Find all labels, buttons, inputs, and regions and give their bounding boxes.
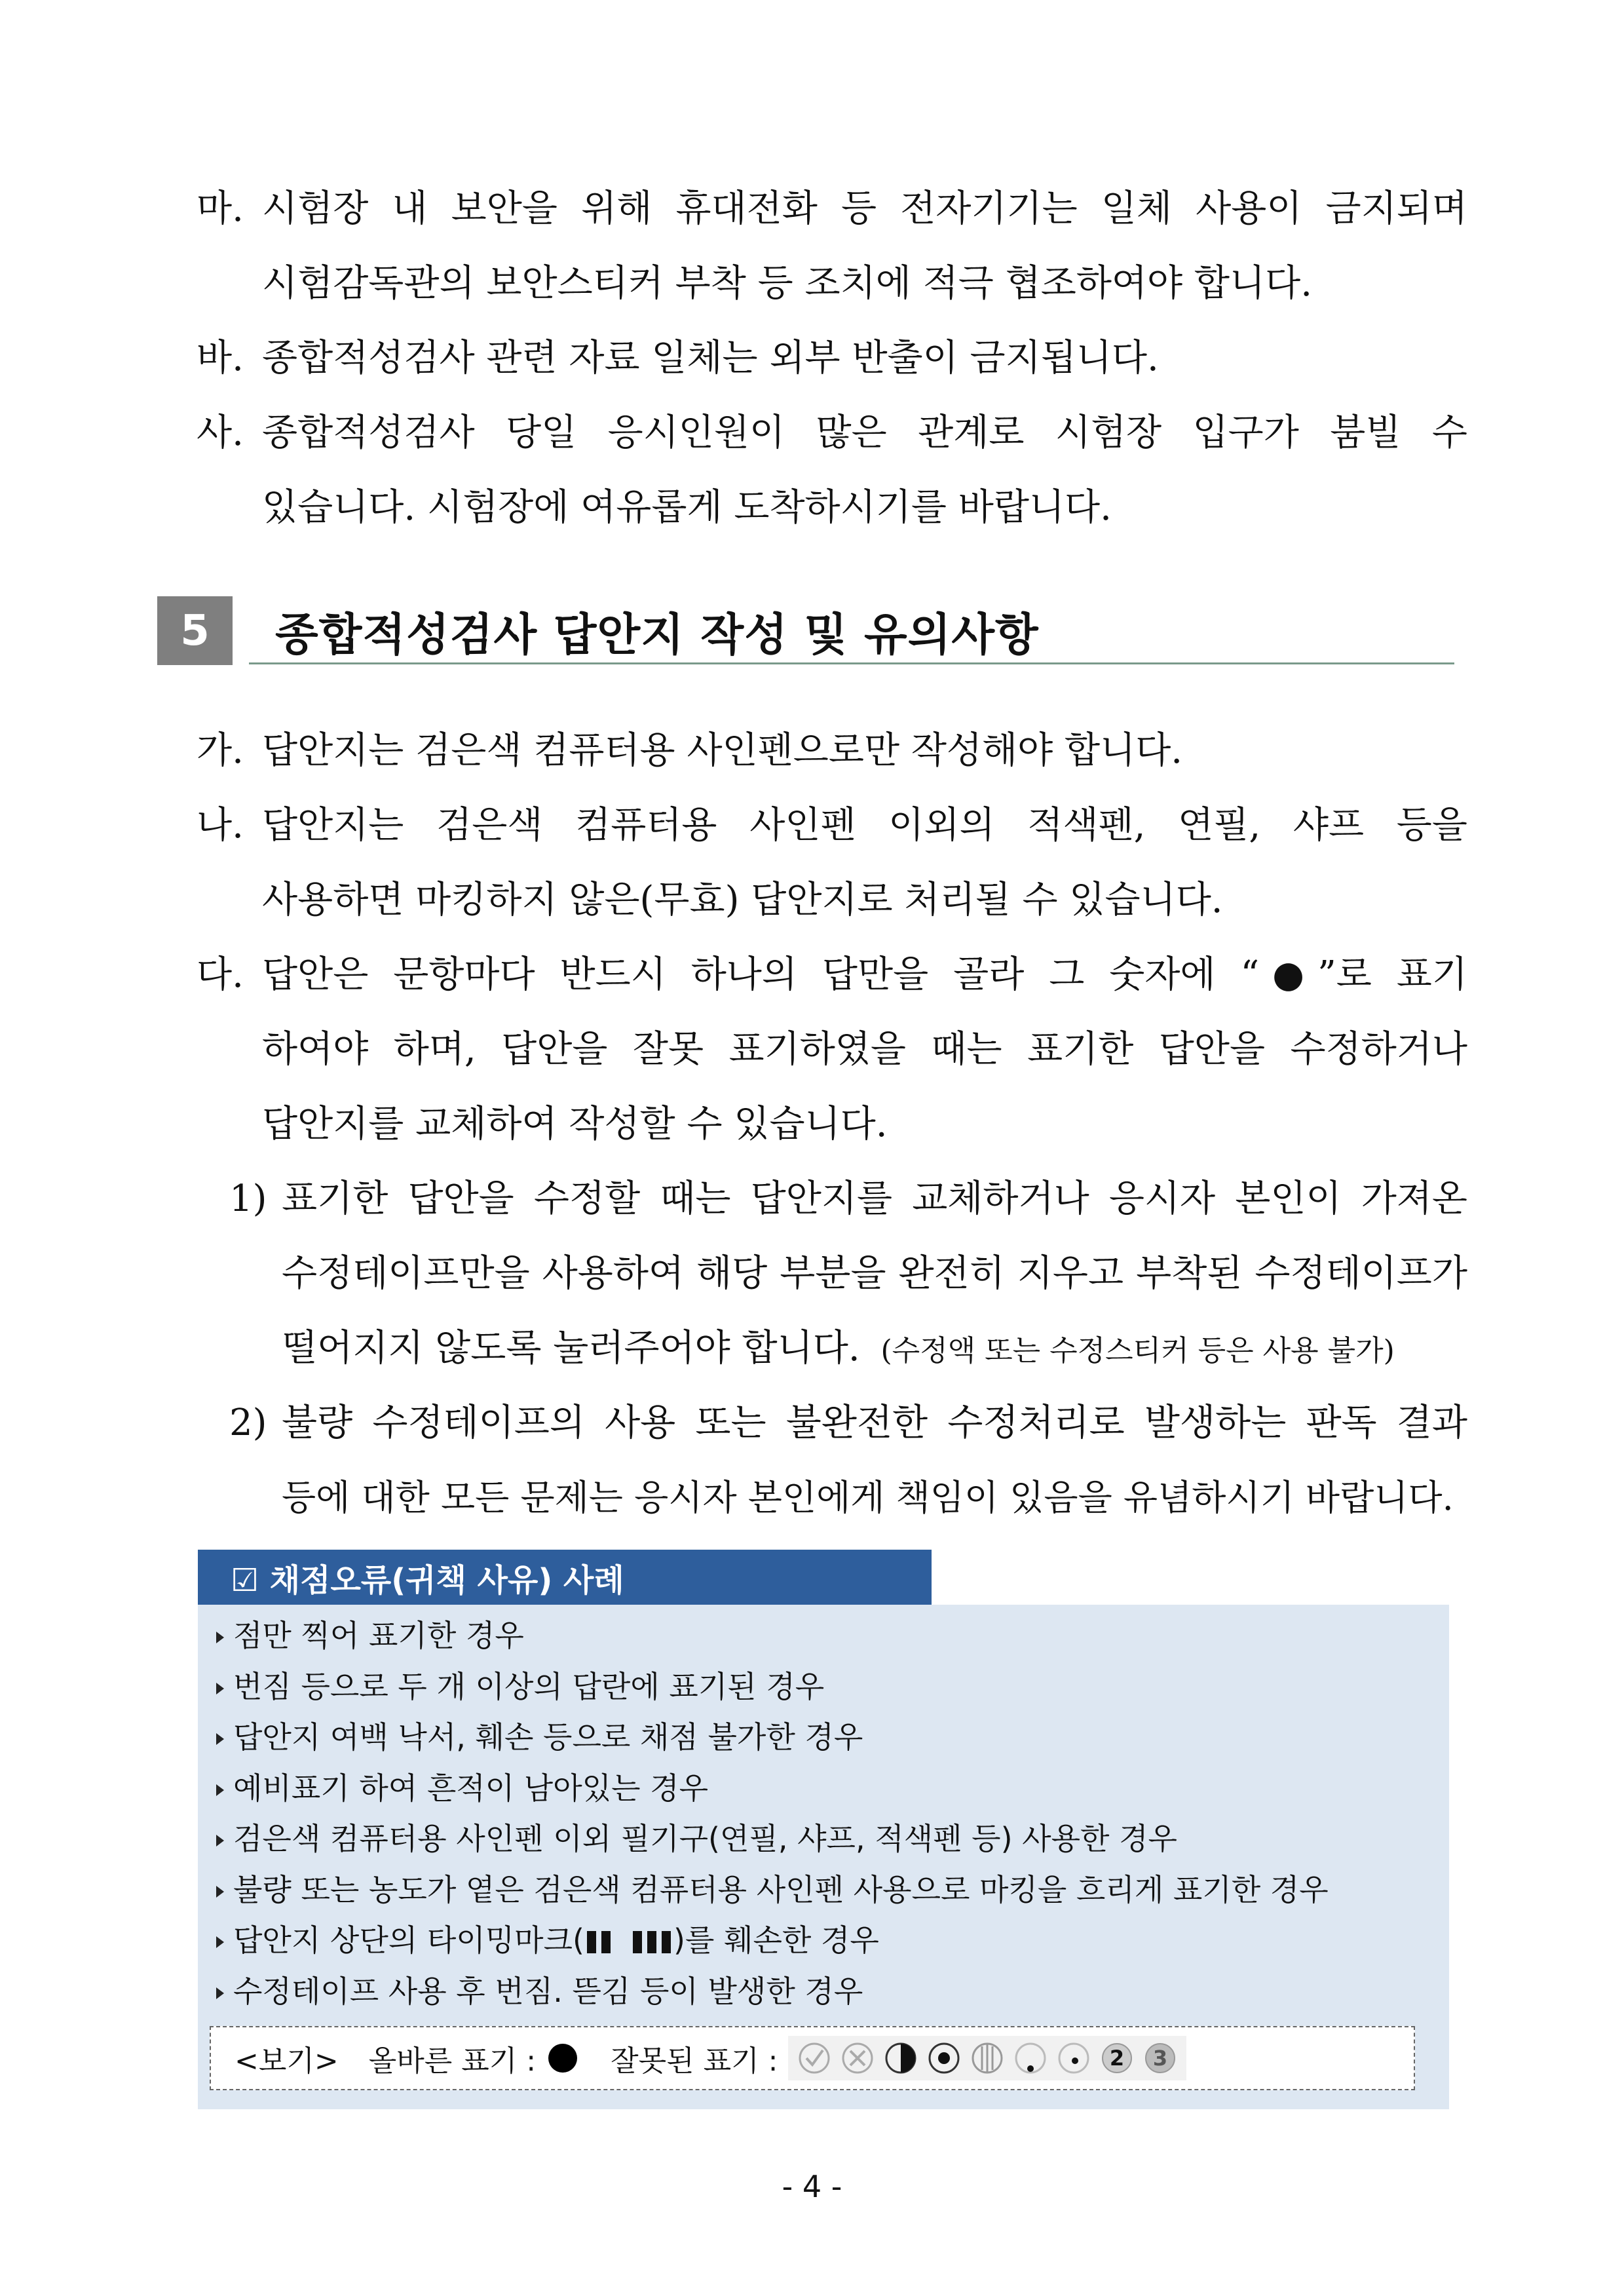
marker-ba: 바. (197, 337, 244, 379)
triangle-bullet-icon (216, 1632, 224, 1643)
marker-na: 나. (197, 804, 244, 847)
text-line: 답안지를 교체하여 작성할 수 있습니다. (262, 1103, 888, 1145)
marker-2: 2) (229, 1402, 267, 1444)
text-line: 사용하면 마킹하지 않은(무효) 답안지로 처리될 수 있습니다. (262, 879, 1223, 921)
marker-sa: 사. (197, 411, 244, 454)
timing-mark-icon (584, 1923, 673, 1958)
text-line: 시험장 내 보안을 위해 휴대전화 등 전자기기는 일체 사용이 금지되며 (262, 187, 1467, 230)
list-item: 수정테이프 사용 후 번짐. 뜯김 등이 발생한 경우 (216, 1966, 1329, 2018)
section-title: 종합적성검사 답안지 작성 및 유의사항 (275, 609, 1039, 661)
triangle-bullet-icon (216, 1683, 224, 1694)
section-divider (249, 662, 1454, 664)
error-case-list (216, 1611, 1329, 2017)
marker-ma: 마. (197, 187, 244, 230)
paragraph-na (197, 788, 1467, 938)
small-dot-circle-icon (1055, 2040, 1092, 2076)
example-label: <보기> (235, 2044, 339, 2078)
page-number: - 4 - (782, 2169, 842, 2204)
dot-below-circle-icon (1012, 2040, 1049, 2076)
section-number: 5 (157, 596, 233, 665)
x-mark-icon (839, 2040, 876, 2076)
list-item: 점만 찍어 표기한 경우 (216, 1611, 1329, 1662)
paragraph-sa (197, 396, 1467, 545)
svg-text:3: 3 (1153, 2046, 1168, 2071)
text-line: 하여야 하며, 답안을 잘못 표기하였을 때는 표기한 답안을 수정하거나 (262, 1028, 1467, 1071)
list-item: 예비표기 하여 흔적이 남아있는 경우 (216, 1763, 1329, 1814)
triangle-bullet-icon (216, 1886, 224, 1898)
text-line: 불량 수정테이프의 사용 또는 불완전한 수정처리로 발생하는 판독 결과 (282, 1402, 1467, 1444)
text-line: 있습니다. 시험장에 여유롭게 도착하시기를 바랍니다. (262, 486, 1112, 529)
half-filled-circle-icon (882, 2040, 919, 2076)
subitem-1 (229, 1162, 1467, 1388)
list-item: 답안지 여백 낙서, 훼손 등으로 채점 불가한 경우 (216, 1712, 1329, 1763)
dot-in-circle-icon (926, 2040, 962, 2076)
text-line: 답안은 문항마다 반드시 하나의 답만을 골라 그 숫자에 “●”로 표기 (262, 953, 1467, 996)
text-line: 시험감독관의 보안스티커 부착 등 조치에 적극 협조하여야 합니다. (262, 262, 1312, 305)
note-text: (수정액 또는 수정스티커 등은 사용 불가) (880, 1334, 1395, 1368)
text-line: 등에 대한 모든 문제는 응시자 본인에게 책임이 있음을 유념하시기 바랍니다. (282, 1477, 1454, 1518)
list-item: 번짐 등으로 두 개 이상의 답란에 표기된 경우 (216, 1662, 1329, 1713)
text-line (282, 1311, 1467, 1388)
marker-1: 1) (229, 1177, 267, 1220)
triangle-bullet-icon (216, 1987, 224, 1999)
list-item: 불량 또는 농도가 옅은 검은색 컴퓨터용 사인펜 사용으로 마킹을 흐리게 표기한 경우 (216, 1865, 1329, 1916)
correct-mark-label: 올바른 표기 : (368, 2044, 537, 2078)
text-line: 표기한 답안을 수정할 때는 답안지를 교체하거나 응시자 본인이 가져온 (282, 1177, 1467, 1220)
triangle-bullet-icon (216, 1784, 224, 1796)
striped-circle-icon (969, 2040, 1006, 2076)
text-line: 답안지는 검은색 컴퓨터용 사인펜으로만 작성해야 합니다. (262, 729, 1183, 772)
filled-circle-icon (545, 2040, 580, 2076)
box-title: ☑ 채점오류(귀책 사유) 사례 (198, 1550, 932, 1605)
wrong-marks-strip (788, 2036, 1186, 2080)
paragraph-ba (197, 321, 1467, 396)
list-item: 검은색 컴퓨터용 사인펜 이외 필기구(연필, 샤프, 적색펜 등) 사용한 경우 (216, 1814, 1329, 1865)
numeral-three-circle-icon (1142, 2040, 1179, 2076)
marker-ga: 가. (197, 729, 244, 772)
paragraph-ma (197, 172, 1467, 321)
list-item: 답안지 상단의 타이밍마크( )를 훼손한 경우 (216, 1915, 1329, 1966)
wrong-mark-label: 잘못된 표기 : (611, 2044, 778, 2078)
paragraph-ga (197, 714, 1467, 788)
text-line: 종합적성검사 관련 자료 일체는 외부 반출이 금지됩니다. (262, 337, 1159, 379)
check-mark-icon (796, 2040, 833, 2076)
marker-da: 다. (197, 953, 244, 996)
triangle-bullet-icon (216, 1733, 224, 1745)
text-line-main: 떨어지지 않도록 눌러주어야 합니다. (282, 1327, 860, 1369)
triangle-bullet-icon (216, 1936, 224, 1948)
marking-example (210, 2026, 1415, 2090)
paragraph-da (197, 938, 1467, 1162)
text-line: 답안지는 검은색 컴퓨터용 사인펜 이외의 적색펜, 연필, 샤프 등을 (262, 804, 1467, 847)
triangle-bullet-icon (216, 1835, 224, 1846)
svg-text:2: 2 (1110, 2046, 1125, 2071)
text-line: 수정테이프만을 사용하여 해당 부분을 완전히 지우고 부착된 수정테이프가 (282, 1252, 1467, 1295)
subitem-2 (229, 1386, 1467, 1535)
text-line: 종합적성검사 당일 응시인원이 많은 관계로 시험장 입구가 붐빌 수 (262, 411, 1467, 454)
numeral-two-circle-icon (1099, 2040, 1135, 2076)
